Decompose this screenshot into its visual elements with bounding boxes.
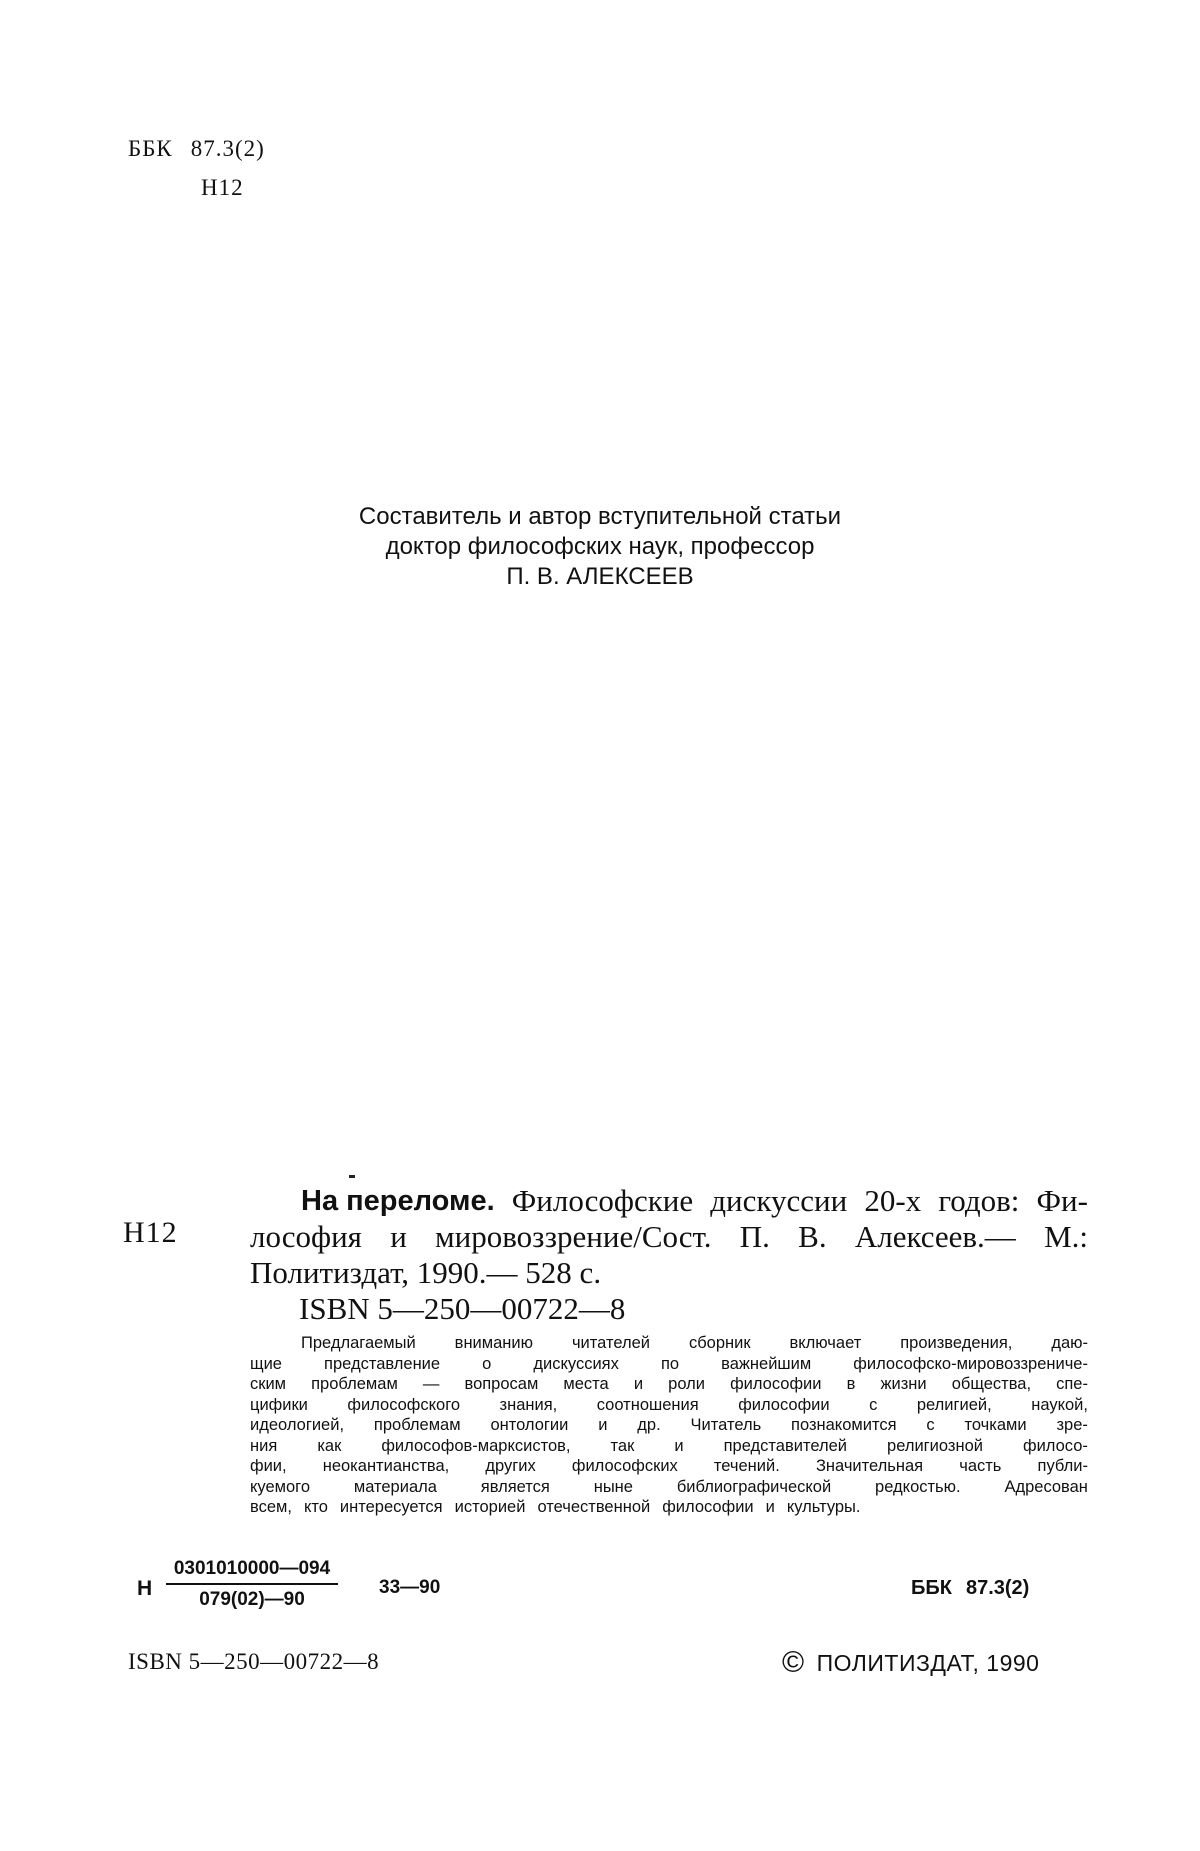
- annotation-line: [250, 1436, 1088, 1457]
- annotation-word: является: [480, 1477, 550, 1496]
- print-mark: [349, 1175, 355, 1178]
- biblio-word: 20-х: [864, 1183, 922, 1218]
- annotation-word: философского: [347, 1395, 461, 1414]
- annotation-word: др.: [637, 1416, 661, 1434]
- bbk-label: ББК: [128, 136, 173, 161]
- annotation-word: ныне: [593, 1477, 633, 1496]
- annotation-word: места: [563, 1375, 609, 1393]
- annotation-word: по: [660, 1354, 680, 1373]
- annotation-word: историей: [454, 1498, 526, 1516]
- bibliographic-description: [250, 1183, 1088, 1327]
- biblio-word: П.: [739, 1219, 770, 1254]
- annotation-word: куемого: [250, 1477, 310, 1496]
- annotation-word: течений.: [713, 1457, 780, 1475]
- index-fraction: [166, 1557, 338, 1612]
- annotation-word: философии: [662, 1498, 754, 1516]
- bbk-code: 87.3(2): [965, 1577, 1030, 1599]
- annotation-word: —: [422, 1375, 440, 1393]
- annotation-word: редкостью.: [875, 1477, 961, 1496]
- compiler-line-2: доктор философских наук, профессор: [385, 533, 815, 560]
- annotation-word: произведения,: [900, 1334, 1013, 1352]
- annotation-word: включает: [789, 1334, 862, 1352]
- annotation-word: философских: [571, 1457, 678, 1475]
- annotation-word: познакомится: [791, 1416, 897, 1434]
- bbk-classification-top: [128, 136, 265, 162]
- annotation-word: даю-: [1051, 1334, 1088, 1352]
- annotation-word: библиографической: [676, 1477, 832, 1496]
- annotation-word: дискуссиях: [533, 1354, 619, 1373]
- author-mark-top: Н12: [201, 175, 244, 200]
- annotation-word: культуры.: [786, 1498, 861, 1516]
- annotation-word: точками: [964, 1416, 1027, 1434]
- annotation-word: материала: [353, 1477, 437, 1496]
- annotation-word: щие: [250, 1354, 282, 1373]
- annotation-word: как: [317, 1436, 342, 1455]
- annotation-line: [250, 1354, 1088, 1375]
- bbk-label: ББК: [911, 1577, 952, 1599]
- annotation-word: жизни: [880, 1375, 927, 1393]
- catalog-author-mark: Н12: [123, 1216, 178, 1249]
- annotation-word: зре-: [1056, 1416, 1088, 1434]
- annotation-word: онтологии: [490, 1416, 569, 1434]
- annotation-word: философско-мировоззрениче-: [853, 1354, 1088, 1373]
- annotation-word: фии,: [250, 1457, 287, 1475]
- annotation-line: [250, 1497, 1088, 1518]
- annotation-word: часть: [959, 1457, 1002, 1475]
- annotation-word: и: [598, 1416, 608, 1434]
- compiler-credit: [300, 502, 900, 592]
- biblio-word: лософия: [250, 1219, 362, 1254]
- index-letter: Н: [137, 1577, 153, 1600]
- annotation-word: отечественной: [537, 1498, 651, 1516]
- annotation-word: знания,: [499, 1395, 558, 1414]
- biblio-word: Алексеев.—: [854, 1219, 1016, 1254]
- annotation-word: идеологией,: [250, 1416, 345, 1434]
- annotation-word: проблемам: [373, 1416, 461, 1434]
- annotation-word: вниманию: [454, 1334, 533, 1352]
- annotation-word: религиозной: [887, 1436, 983, 1455]
- annotation-word: публи-: [1037, 1457, 1088, 1475]
- annotation-word: так: [610, 1436, 635, 1455]
- copyright-notice: [782, 1648, 1039, 1678]
- bbk-code: 87.3(2): [190, 136, 265, 161]
- annotation-line: [250, 1456, 1088, 1477]
- annotation-word: ния: [250, 1436, 278, 1455]
- annotation-word: цифики: [250, 1395, 308, 1414]
- annotation-word: и: [674, 1436, 684, 1455]
- annotation-word: филосо-: [1023, 1436, 1088, 1455]
- annotation-word: всем,: [250, 1498, 292, 1516]
- annotation-word: общества,: [951, 1375, 1032, 1393]
- annotation-word: с: [926, 1416, 935, 1434]
- book-title: На переломе.: [301, 1185, 495, 1217]
- annotation-word: Предлагаемый: [301, 1334, 416, 1352]
- annotation-word: ским: [250, 1375, 287, 1393]
- copyright-icon: ©: [782, 1646, 805, 1679]
- annotation-word: кто: [303, 1498, 328, 1516]
- biblio-word: Философские: [511, 1183, 694, 1218]
- annotation-line: [250, 1415, 1088, 1436]
- annotation-line: [250, 1333, 1088, 1354]
- index-numerator: 0301010000—094: [173, 1558, 331, 1579]
- compiler-name: П. В. АЛЕКСЕЕВ: [506, 563, 694, 590]
- annotation-word: религией,: [916, 1395, 992, 1414]
- order-number: 33—90: [379, 1577, 441, 1598]
- biblio-word: дискуссии: [710, 1183, 848, 1218]
- annotation-word: о: [482, 1354, 492, 1373]
- annotation-word: сборник: [688, 1334, 751, 1352]
- annotation-word: Значительная: [815, 1457, 924, 1475]
- annotation-word: проблемам: [311, 1375, 398, 1393]
- annotation-word: важнейшим: [721, 1354, 812, 1373]
- annotation-word: философов-марксистов,: [381, 1436, 571, 1455]
- fraction-bar: [166, 1583, 338, 1585]
- biblio-word: годов:: [938, 1183, 1020, 1218]
- annotation-word: философии: [738, 1395, 830, 1414]
- annotation-word: и: [765, 1498, 775, 1516]
- annotation-line: [250, 1395, 1088, 1416]
- isbn-footer: ISBN 5—250—00722—8: [128, 1649, 380, 1674]
- biblio-isbn: ISBN 5—250—00722—8: [299, 1291, 626, 1326]
- biblio-line-3: Политиздат, 1990.— 528 с.: [250, 1255, 602, 1290]
- index-denominator: 079(02)—90: [199, 1589, 305, 1610]
- biblio-word: В.: [798, 1219, 827, 1254]
- annotation-word: вопросам: [464, 1375, 539, 1393]
- annotation-word: философии: [730, 1375, 822, 1393]
- compiler-line-1: Составитель и автор вступительной статьи: [358, 503, 842, 530]
- biblio-line-1: [250, 1183, 1088, 1219]
- annotation-word: Читатель: [690, 1416, 762, 1434]
- biblio-word: М.:: [1044, 1219, 1088, 1254]
- annotation: [250, 1333, 1088, 1518]
- annotation-word: читателей: [571, 1334, 650, 1352]
- annotation-word: интересуется: [339, 1498, 443, 1516]
- bbk-classification-bottom: [911, 1577, 1029, 1600]
- annotation-word: Адресован: [1004, 1477, 1088, 1496]
- biblio-word: Фи-: [1036, 1183, 1088, 1218]
- biblio-word: мировоззрение/Сост.: [435, 1219, 712, 1254]
- annotation-word: представление: [324, 1354, 441, 1373]
- annotation-word: представителей: [723, 1436, 847, 1455]
- copyright-text: ПОЛИТИЗДАТ, 1990: [816, 1649, 1040, 1676]
- annotation-word: неокантианства,: [322, 1457, 450, 1475]
- annotation-word: соотношения: [596, 1395, 699, 1414]
- annotation-line: [250, 1374, 1088, 1395]
- annotation-word: других: [485, 1457, 536, 1475]
- annotation-word: с: [869, 1395, 878, 1414]
- annotation-word: и: [633, 1375, 644, 1393]
- annotation-word: спе-: [1056, 1375, 1088, 1393]
- annotation-line: [250, 1477, 1088, 1498]
- biblio-line-2: [250, 1219, 1088, 1255]
- annotation-word: наукой,: [1031, 1395, 1088, 1414]
- annotation-word: в: [846, 1375, 856, 1393]
- biblio-word: и: [390, 1219, 407, 1254]
- annotation-word: роли: [668, 1375, 705, 1393]
